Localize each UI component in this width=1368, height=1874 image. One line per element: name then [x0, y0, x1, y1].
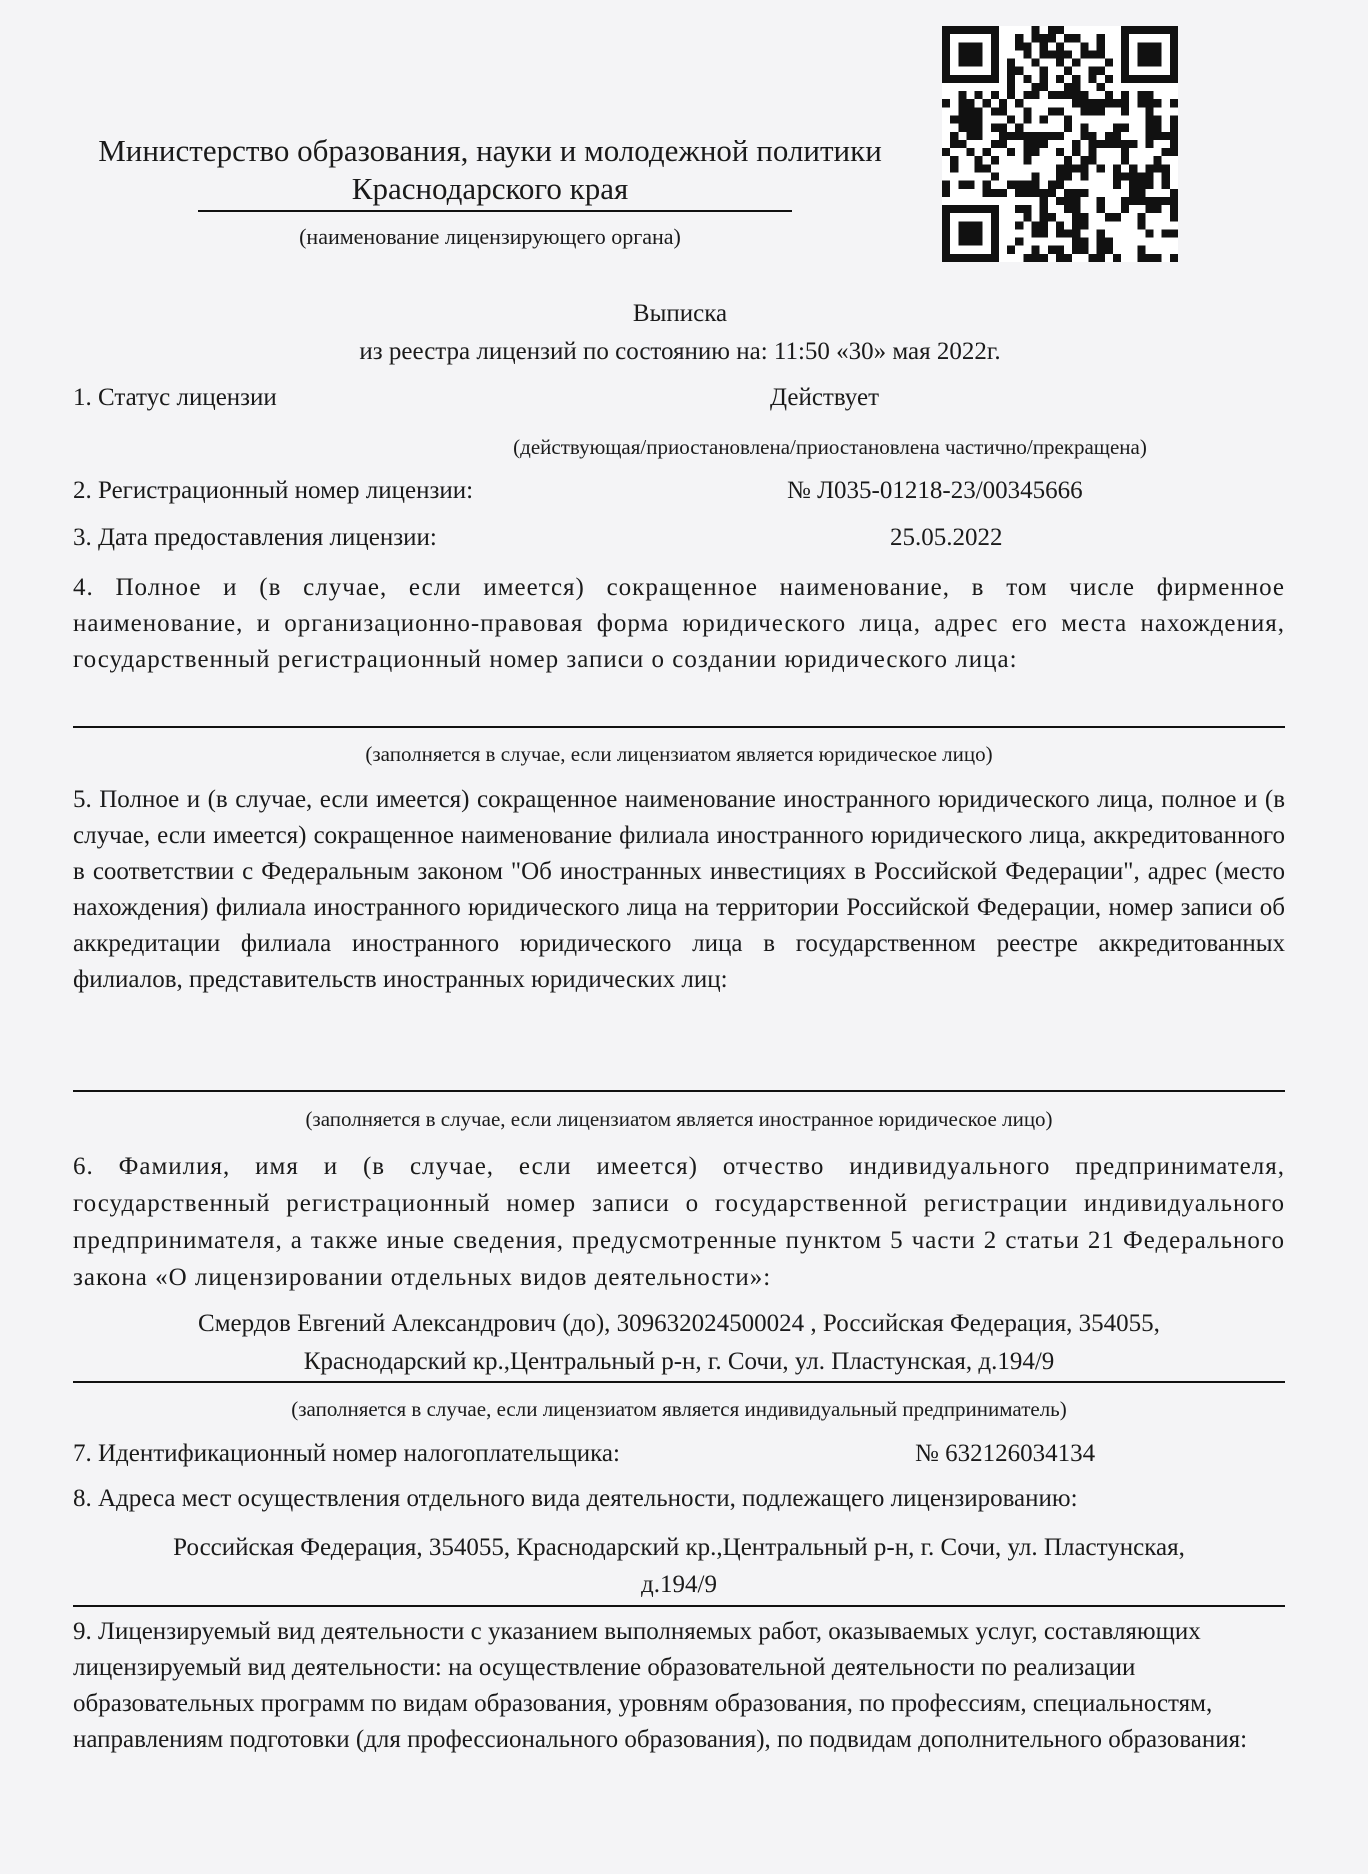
inn-value: № 632126034134: [915, 1440, 1096, 1467]
item-8-label: 8. Адреса мест осуществления отдельного вида деятельности, подлежащего лицензированию:: [73, 1485, 1078, 1512]
item-3-row: [73, 524, 1285, 552]
item-7-row: [73, 1440, 1285, 1468]
item-8-rule: [73, 1605, 1285, 1607]
license-status-value: Действует: [770, 384, 879, 411]
item-5-rule: [73, 1090, 1285, 1092]
document-subtitle: из реестра лицензий по состоянию на: 11:50 «30» мая 2022г.: [359, 338, 1001, 365]
item-2-label: 2. Регистрационный номер лицензии:: [73, 477, 474, 504]
authority-caption: (наименование лицензирующего органа): [299, 224, 681, 249]
authority-line-1: Министерство образования, науки и молодежной политики: [98, 133, 882, 168]
authority-line-2: Краснодарского края: [351, 171, 629, 206]
entrepreneur-info-line-2: Краснодарский кр.,Центральный р-н, г. Сочи, ул. Пластунская, д.194/9: [303, 1348, 1055, 1375]
item-6-rule: [73, 1381, 1285, 1383]
activity-address-line-1: Российская Федерация, 354055, Краснодарский кр.,Центральный р-н, г. Сочи, ул. Пластунская,: [173, 1534, 1185, 1561]
item-5-text: 5. Полное и (в случае, если имеется) сокращенное наименование иностранного юридического лица, полное и (в случае, если имеется) сокращенное наименование филиала иностранного юридического лица, аккредитованного в соответствии с Федеральным законом "Об иностранных инвестициях в Российской Федерации", адрес (место нахождения) филиала иностранного юридического лица на территории Российской Федерации, номер записи об аккредитации филиала иностранного юридического лица в государственном реестре аккредитованных филиалов, представительств иностранных юридических лиц:: [73, 786, 1285, 993]
registration-number-value: № Л035-01218-23/00345666: [787, 477, 1083, 504]
item-5-caption: (заполняется в случае, если лицензиатом является иностранное юридическое лицо): [305, 1107, 1053, 1131]
item-1-row: [73, 384, 1285, 412]
authority-underline: [198, 210, 792, 212]
item-4-caption: (заполняется в случае, если лицензиатом является юридическое лицо): [365, 742, 993, 766]
item-1-caption: (действующая/приостановлена/приостановлена частично/прекращена): [513, 435, 1147, 459]
item-7-label: 7. Идентификационный номер налогоплательщика:: [73, 1440, 620, 1467]
item-1-label: 1. Статус лицензии: [73, 384, 277, 411]
entrepreneur-info-line-1: Смердов Евгений Александрович (до), 309632024500024 , Российская Федерация, 354055,: [198, 1310, 1160, 1337]
activity-address-line-2: д.194/9: [641, 1571, 717, 1598]
license-date-value: 25.05.2022: [890, 524, 1003, 551]
document-title: Выписка: [632, 300, 728, 327]
qr-code-icon: [942, 26, 1178, 262]
item-9-text: 9. Лицензируемый вид деятельности с указанием выполняемых работ, оказываемых услуг, составляющих лицензируемый вид деятельности: на осуществление образовательной деятельности по реализации образовательных программ по видам образования, уровням образования, по профессиям, специальностям, направлениям подготовки (для профессионального образования), по подвидам дополнительного образования:: [73, 1618, 1248, 1753]
item-6-text: 6. Фамилия, имя и (в случае, если имеется) отчество индивидуального предпринимателя, государственный регистрационный номер записи о государственной регистрации индивидуального предпринимателя, а также иные сведения, предусмотренные пунктом 5 части 2 статьи 21 Федерального закона «О лицензировании отдельных видов деятельности»:: [73, 1153, 1285, 1291]
item-3-label: 3. Дата предоставления лицензии:: [73, 524, 437, 551]
item-6-caption: (заполняется в случае, если лицензиатом является индивидуальный предприниматель): [291, 1397, 1067, 1421]
item-4-rule: [73, 726, 1285, 728]
item-4-text: 4. Полное и (в случае, если имеется) сокращенное наименование, в том числе фирменное наименование, и организационно-правовая форма юридического лица, адрес его места нахождения, государственный регистрационный номер записи о создании юридического лица:: [73, 574, 1285, 673]
item-2-row: [73, 477, 1285, 505]
licensing-authority-name: [60, 132, 920, 208]
